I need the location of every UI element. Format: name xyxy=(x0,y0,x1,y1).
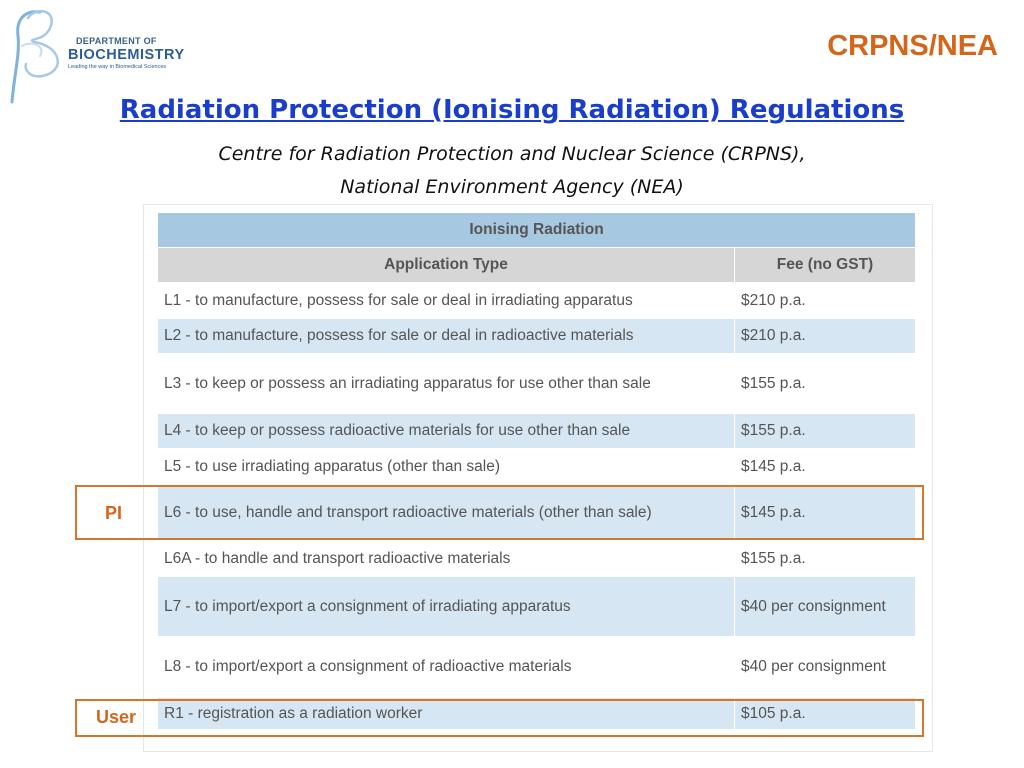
fee-table xyxy=(157,212,916,730)
pi-highlight-box xyxy=(75,485,924,540)
column-header-fee: Fee (no GST) xyxy=(735,248,916,283)
application-type-cell: L6A - to handle and transport radioactive materials xyxy=(158,541,735,577)
logo-line1: DEPARTMENT OF xyxy=(76,36,157,46)
application-type-cell: L1 - to manufacture, possess for sale or deal in irradiating apparatus xyxy=(158,283,735,319)
brand-heading: CRPNS/NEA xyxy=(827,30,998,62)
table-row xyxy=(158,319,916,354)
fee-cell: $210 p.a. xyxy=(735,319,916,354)
application-type-cell: L3 - to keep or possess an irradiating apparatus for use other than sale xyxy=(158,354,735,414)
table-row xyxy=(158,637,916,698)
table-row xyxy=(158,354,916,414)
logo-line2: BIOCHEMISTRY xyxy=(68,47,185,63)
table-row xyxy=(158,414,916,449)
page-title[interactable]: Radiation Protection (Ionising Radiation) Regulations xyxy=(119,95,905,125)
subtitle-line1: Centre for Radiation Protection and Nuclear Science (CRPNS), xyxy=(218,143,806,165)
application-type-cell: L2 - to manufacture, possess for sale or deal in radioactive materials xyxy=(158,319,735,354)
user-highlight-box xyxy=(75,699,924,737)
table-row xyxy=(158,541,916,577)
fee-cell: $210 p.a. xyxy=(735,283,916,319)
application-type-cell: L6 - to use, handle and transport radioactive materials (other than sale) xyxy=(158,485,735,541)
fee-cell: $145 p.a. xyxy=(735,485,916,541)
fee-cell: $155 p.a. xyxy=(735,541,916,577)
fee-cell: $105 p.a. xyxy=(735,698,916,730)
subtitle-line2: National Environment Agency (NEA) xyxy=(340,176,684,198)
application-type-cell: L4 - to keep or possess radioactive materials for use other than sale xyxy=(158,414,735,449)
pi-label: PI xyxy=(105,503,123,523)
logo-text xyxy=(68,36,185,70)
fee-cell: $40 per consignment xyxy=(735,637,916,698)
page-subtitle xyxy=(0,138,1024,204)
column-header-application-type: Application Type xyxy=(158,248,735,283)
fee-cell: $155 p.a. xyxy=(735,414,916,449)
application-type-cell: L5 - to use irradiating apparatus (other than sale) xyxy=(158,449,735,485)
beta-logo-icon xyxy=(6,6,76,106)
application-type-cell: L7 - to import/export a consignment of irradiating apparatus xyxy=(158,577,735,637)
table-row xyxy=(158,449,916,485)
fee-cell: $40 per consignment xyxy=(735,577,916,637)
table-row xyxy=(158,283,916,319)
department-logo xyxy=(6,6,196,106)
logo-tagline: Leading the way in Biomedical Sciences xyxy=(68,64,167,70)
fee-cell: $155 p.a. xyxy=(735,354,916,414)
application-type-cell: R1 - registration as a radiation worker xyxy=(158,698,735,730)
fee-cell: $145 p.a. xyxy=(735,449,916,485)
application-type-cell: L8 - to import/export a consignment of radioactive materials xyxy=(158,637,735,698)
table-row xyxy=(158,577,916,637)
table-caption: Ionising Radiation xyxy=(158,213,916,248)
user-label: User xyxy=(96,707,137,727)
